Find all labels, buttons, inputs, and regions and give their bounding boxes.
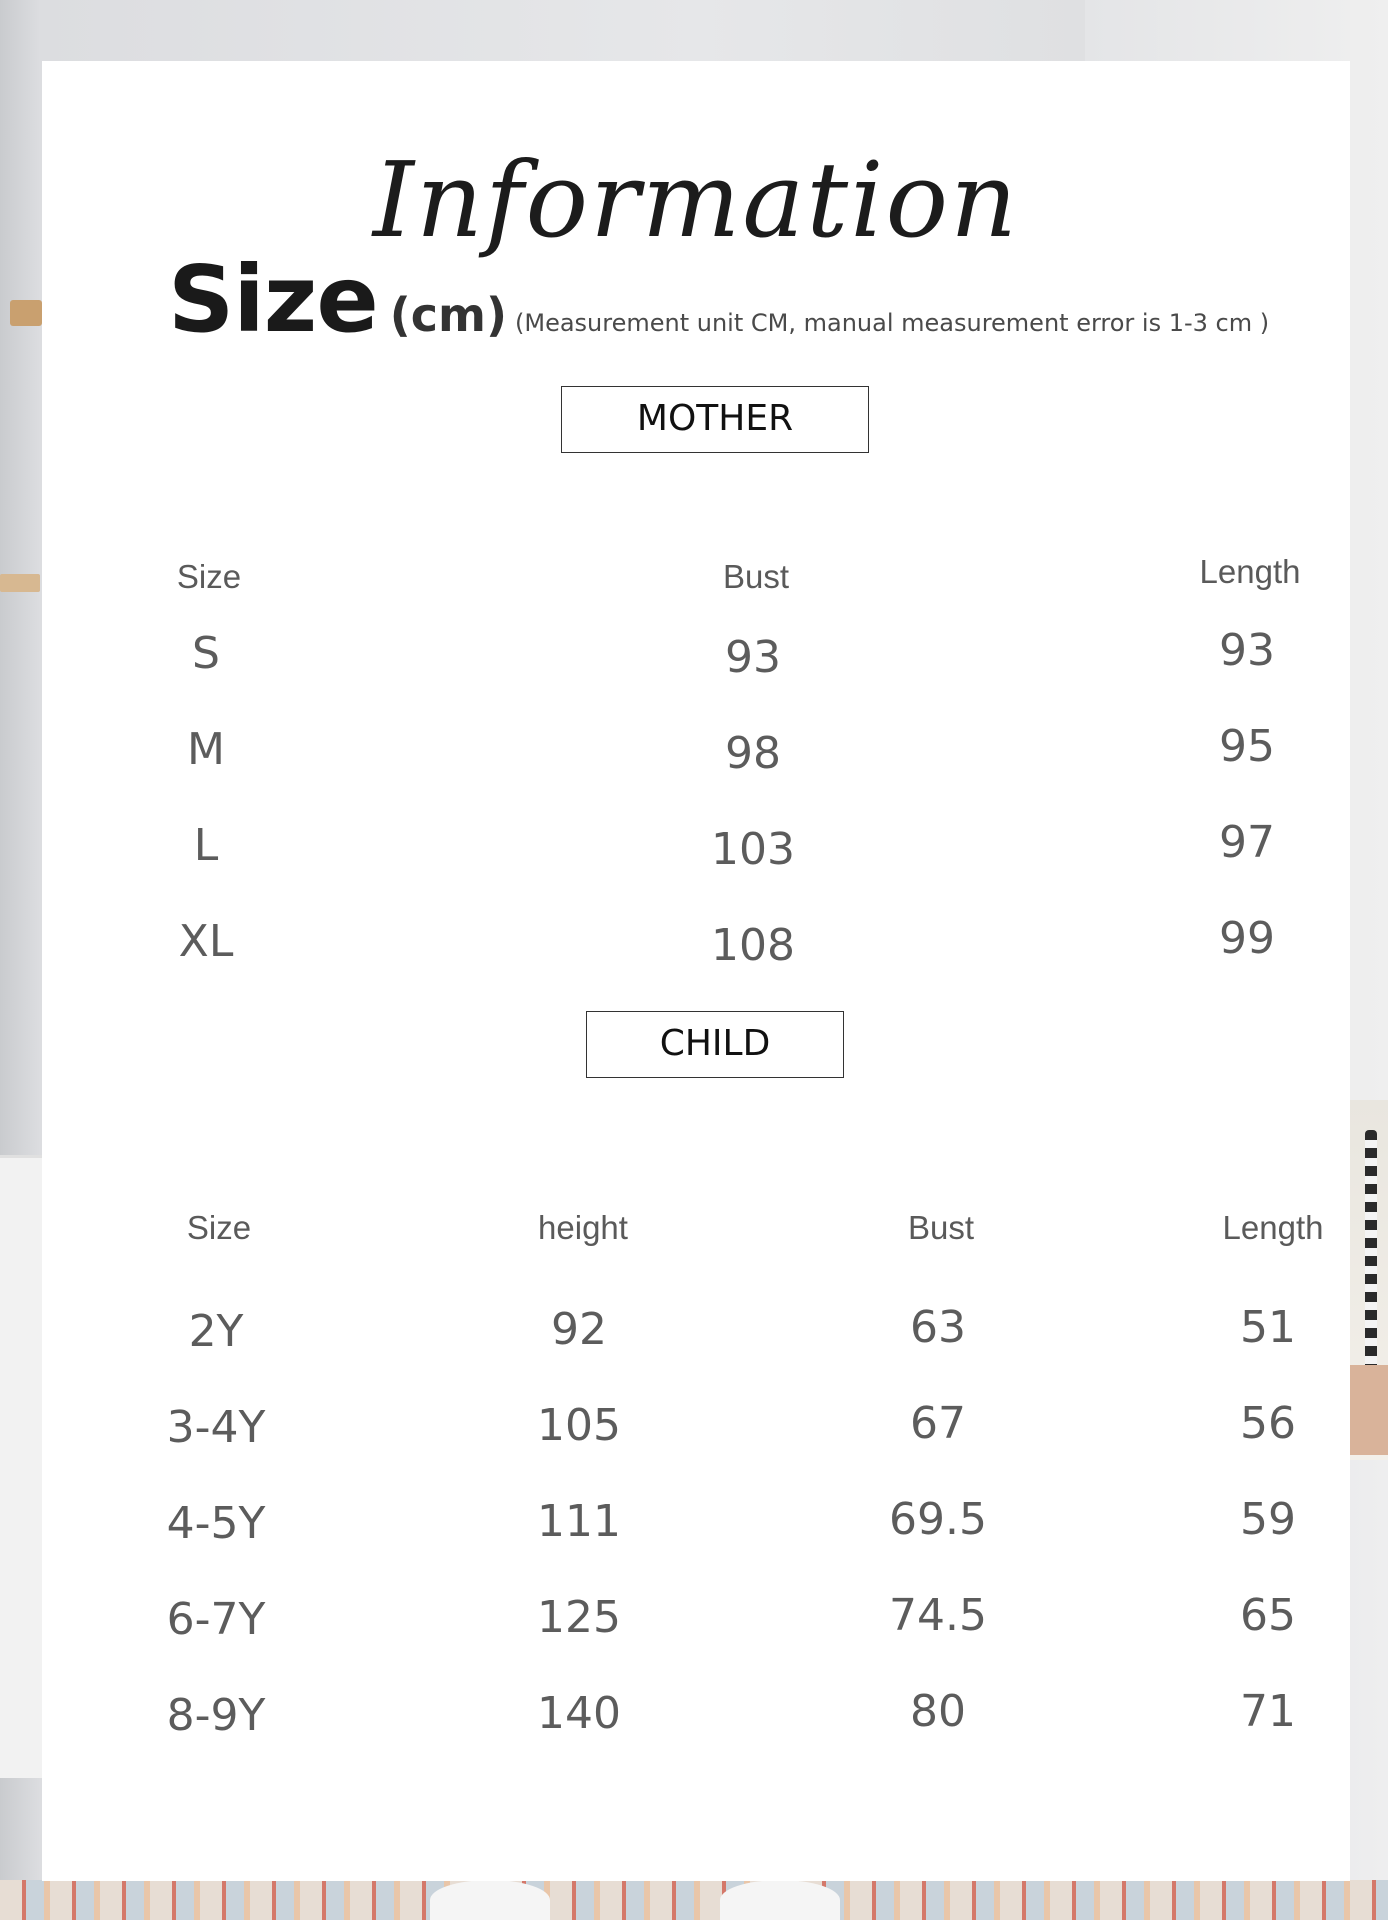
mother-row-length: 95: [1219, 721, 1275, 772]
mother-row-size: XL: [178, 916, 234, 967]
mother-section-label: MOTHER: [561, 386, 869, 453]
page-title: Information: [372, 139, 1020, 261]
child-row-height: 92: [551, 1304, 607, 1355]
mother-header-size: Size: [176, 558, 242, 595]
mother-row-length: 99: [1219, 913, 1275, 964]
background-shoe-left: [430, 1880, 550, 1920]
child-row-height: 125: [537, 1592, 621, 1643]
mother-header-length: Length: [1199, 553, 1301, 590]
child-header-length: Length: [1222, 1209, 1324, 1246]
child-row-length: 51: [1240, 1302, 1296, 1353]
child-row-height: 105: [537, 1400, 621, 1451]
mother-row-bust: 108: [711, 920, 795, 971]
background-shoe-right: [720, 1880, 840, 1920]
child-row-height: 111: [537, 1496, 621, 1547]
child-header-height: height: [538, 1209, 628, 1246]
child-row-size: 3-4Y: [166, 1402, 266, 1453]
child-row-length: 65: [1240, 1590, 1296, 1641]
mother-row-bust: 93: [725, 632, 781, 683]
child-row-length: 59: [1240, 1494, 1296, 1545]
mother-row-size: S: [192, 628, 220, 679]
mother-row-bust: 98: [725, 728, 781, 779]
child-row-size: 2Y: [188, 1306, 244, 1357]
child-row-size: 4-5Y: [166, 1498, 266, 1549]
background-shelf-item: [10, 300, 42, 326]
size-chart-card: [42, 61, 1350, 1881]
mother-row-size: L: [193, 820, 219, 871]
mother-header-bust: Bust: [722, 558, 790, 595]
child-row-size: 6-7Y: [166, 1594, 266, 1645]
size-heading-word: Size: [168, 246, 378, 353]
background-cabinet: [0, 1155, 42, 1778]
child-row-bust: 80: [910, 1686, 966, 1737]
child-row-length: 56: [1240, 1398, 1296, 1449]
child-row-length: 71: [1240, 1686, 1296, 1737]
child-row-bust: 67: [910, 1398, 966, 1449]
child-header-bust: Bust: [907, 1209, 975, 1246]
child-row-bust: 69.5: [889, 1494, 987, 1545]
size-heading: [168, 246, 1269, 353]
child-row-bust: 74.5: [889, 1590, 987, 1641]
child-row-size: 8-9Y: [166, 1690, 266, 1741]
child-header-size: Size: [186, 1209, 252, 1246]
size-heading-unit: (cm): [389, 288, 507, 342]
mother-row-size: M: [187, 724, 225, 775]
child-row-height: 140: [537, 1688, 621, 1739]
background-shelf: [0, 574, 40, 592]
mother-row-length: 97: [1219, 817, 1275, 868]
mother-row-bust: 103: [711, 824, 795, 875]
child-row-bust: 63: [910, 1302, 966, 1353]
background-rug: [0, 1880, 1388, 1920]
child-section-label: CHILD: [586, 1011, 844, 1078]
mother-row-length: 93: [1219, 625, 1275, 676]
measurement-note: (Measurement unit CM, manual measurement error is 1-3 cm ): [515, 309, 1270, 337]
